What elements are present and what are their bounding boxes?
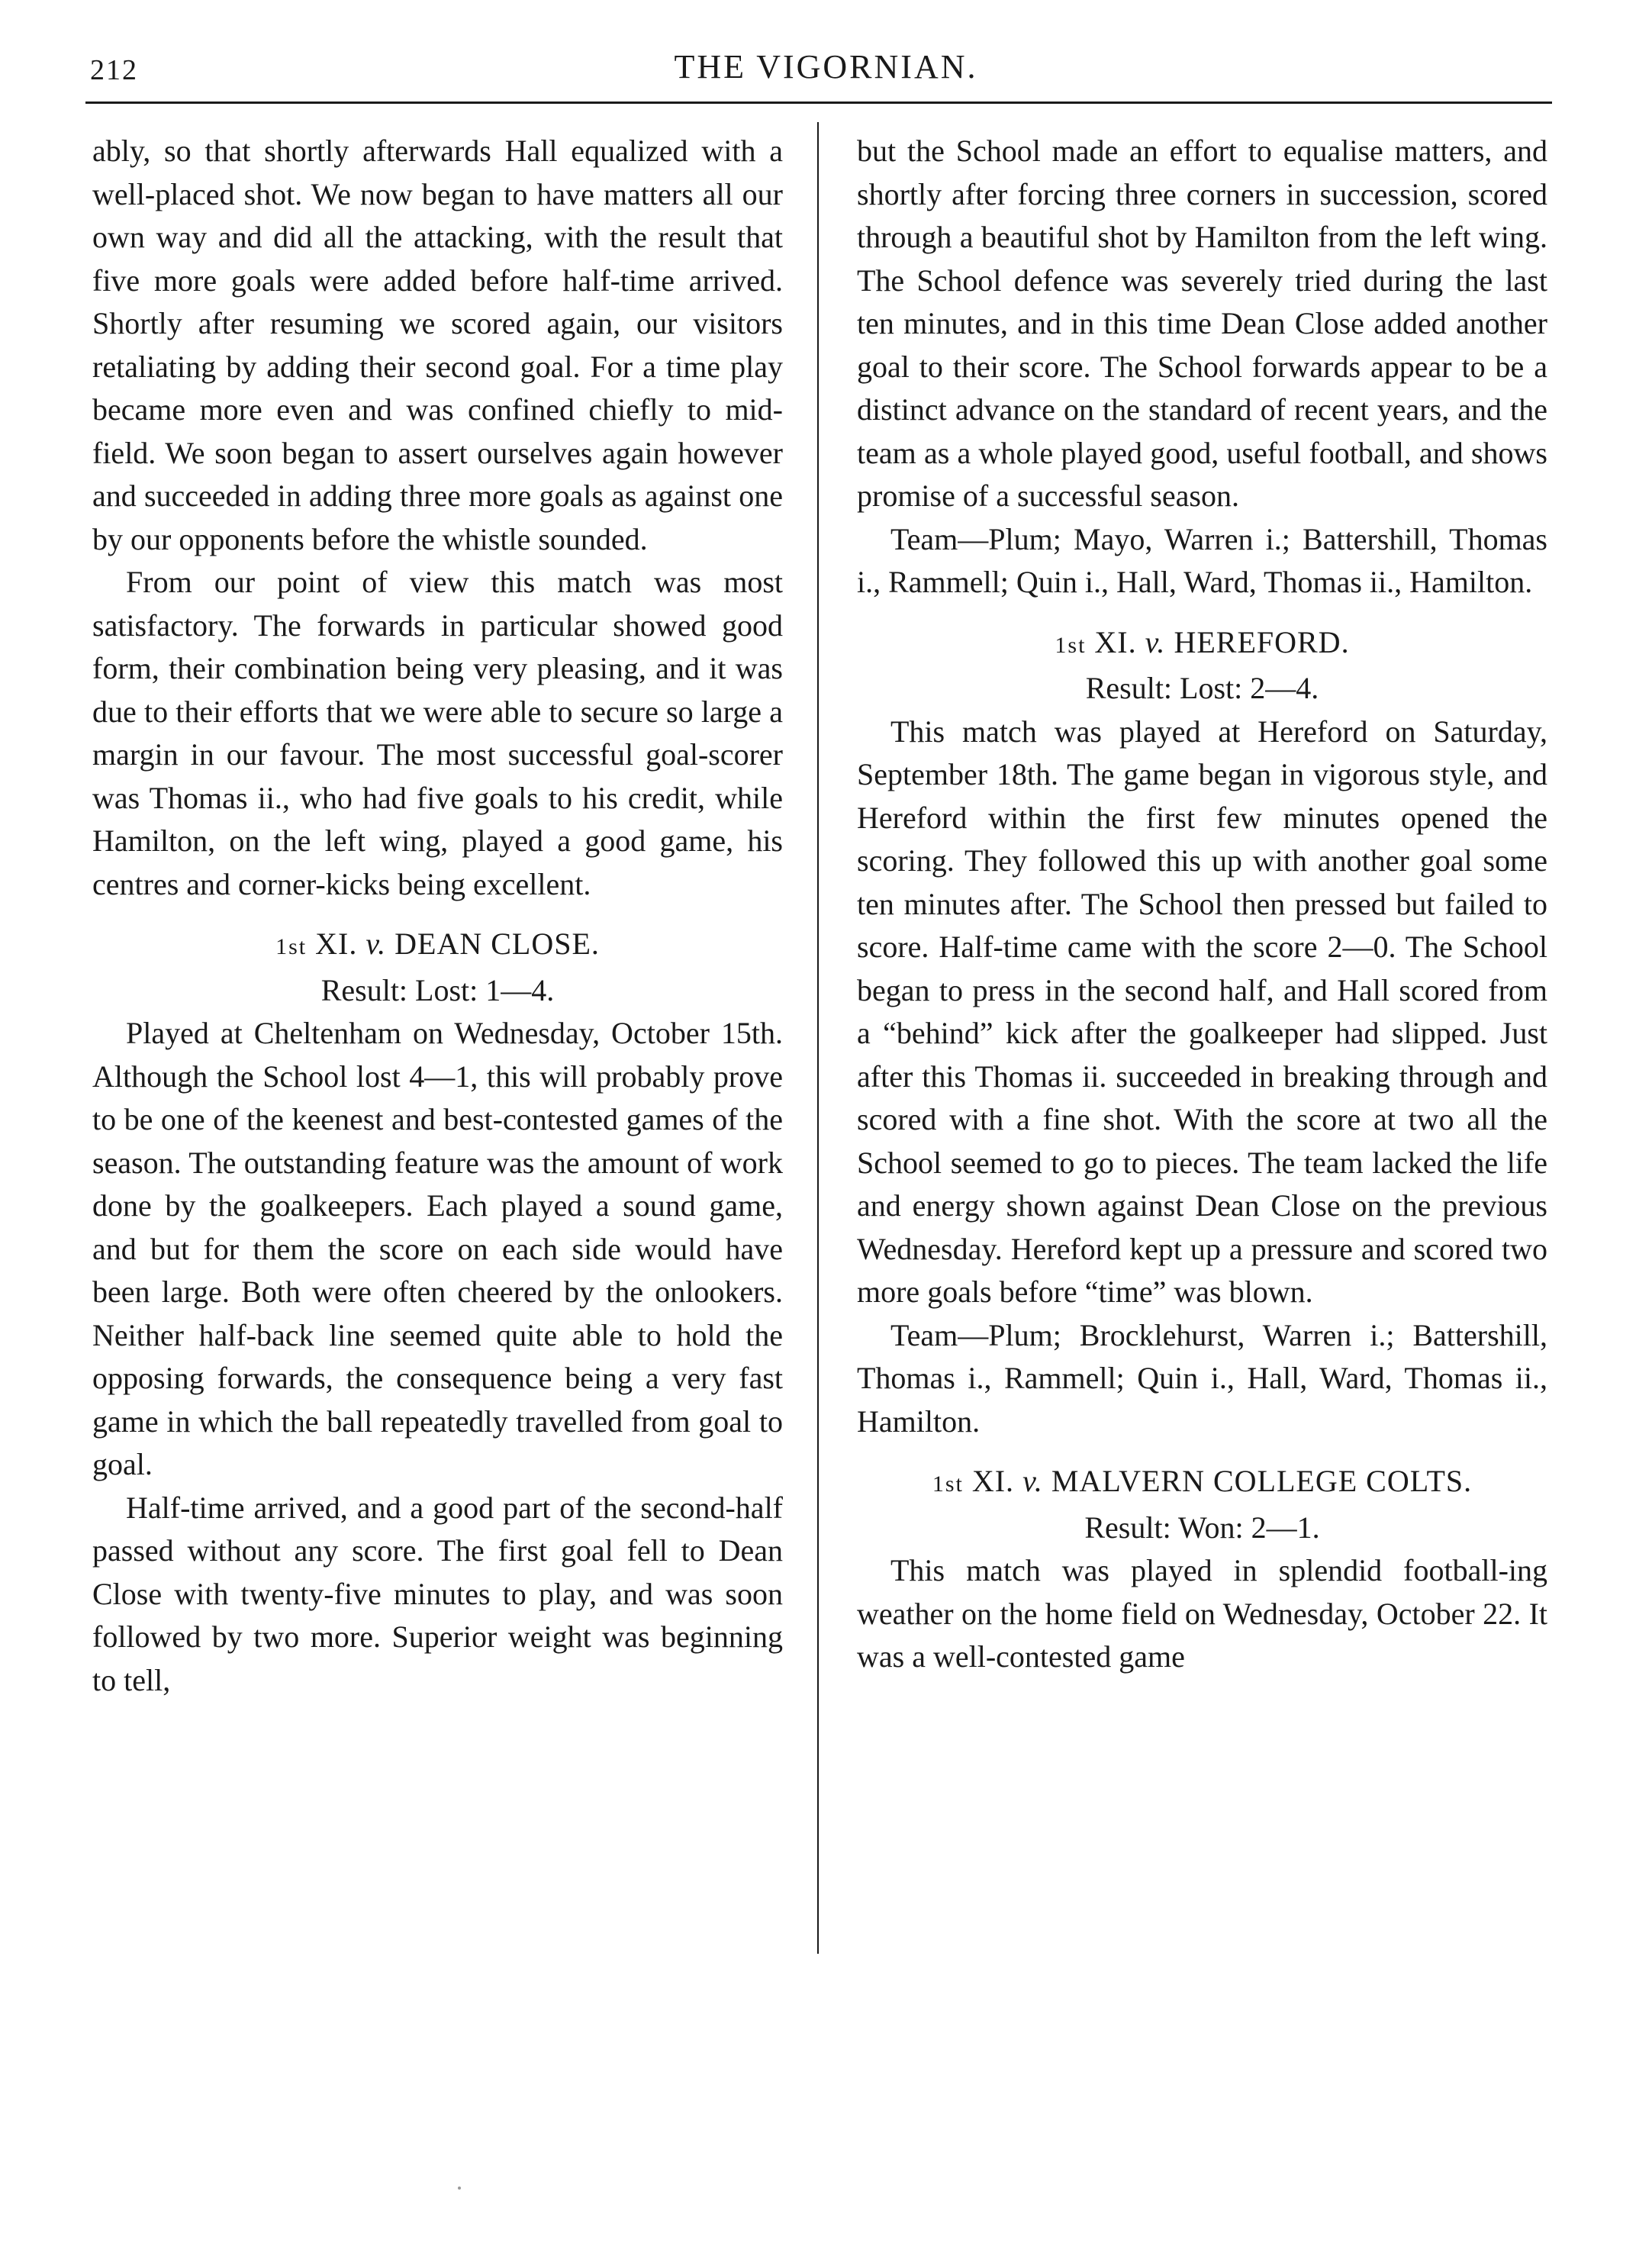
heading-team: XI. <box>1094 624 1137 659</box>
heading-ordinal: 1st <box>275 934 308 959</box>
page-number: 212 <box>90 54 138 86</box>
section-heading-hereford <box>857 621 1547 668</box>
paragraph: Played at Cheltenham on Wednesday, October 15th. Although the School lost 4—1, this will probably prove to be one of the keenest and best-contested games of the season. The outstanding feature was the amount of work done by the goalkeepers. Each played a sound game, and but for them the score on each side would have been large. Both were often cheered by the onlookers. Neither half-back line seemed quite able to hold the opposing forwards, the consequence being a very fast game in which the ball repeatedly travelled from goal to goal. <box>92 1016 783 1481</box>
match-result: Result: Won: 2—1. <box>1084 1510 1320 1545</box>
team-lineup: Team—Plum; Mayo, Warren i.; Battershill, Thomas i., Rammell; Quin i., Hall, Ward, Thomas ii., Hamilton. <box>857 521 1547 599</box>
heading-versus: v. <box>1145 624 1166 659</box>
heading-opponent: DEAN CLOSE. <box>394 927 600 961</box>
heading-opponent: HEREFORD. <box>1174 624 1350 659</box>
paragraph-continued: but the School made an effort to equalise matters, and shortly after forcing three corners in succession, scored through a beautiful shot by Hamilton from the left wing. The School defence was severely tried during the last ten minutes, and in this time Dean Close added another goal to their score. The School forwards appear to be a distinct advance on the standard of recent years, and the team as a whole played good, useful football, and shows promise of a successful season. <box>857 134 1547 513</box>
heading-versus: v. <box>366 927 387 961</box>
heading-team: XI. <box>315 927 358 961</box>
column-divider <box>817 122 819 1954</box>
header-rule <box>85 102 1552 104</box>
paragraph: This match was played in splendid football-ing weather on the home field on Wednesday, October 22. It was a well-contested game <box>857 1553 1547 1674</box>
heading-versus: v. <box>1022 1464 1043 1498</box>
heading-ordinal: 1st <box>1055 632 1087 658</box>
section-heading-malvern <box>857 1460 1547 1507</box>
paragraph: From our point of view this match was most satisfactory. The forwards in particular showed good form, their combination being very pleasing, and it was due to their efforts that we were able to secure so large a margin in our favour. The most successful goal-scorer was Thomas ii., who had five goals to his credit, while Hamilton, on the left wing, played a good game, his centres and corner-kicks being excellent. <box>92 565 783 901</box>
left-column <box>92 130 783 1702</box>
paragraph-continued: ably, so that shortly afterwards Hall equalized with a well-placed shot. We now began to have matters all our own way and did all the attacking, with the result that five more goals were added before half-time arrived. Shortly after resuming we scored again, our visitors retaliating by adding their second goal. For a time play became more even and was confined chiefly to mid-field. We soon began to assert ourselves again however and succeeded in adding three more goals as against one by our opponents before the whistle sounded. <box>92 134 783 556</box>
heading-team: XI. <box>971 1464 1015 1498</box>
paper-speck <box>458 2187 461 2190</box>
team-lineup: Team—Plum; Brocklehurst, Warren i.; Battershill, Thomas i., Rammell; Quin i., Hall, Ward, Thomas ii., Hamilton. <box>857 1317 1547 1439</box>
running-title: THE VIGORNIAN. <box>674 48 978 85</box>
heading-opponent: MALVERN COLLEGE COLTS. <box>1051 1464 1473 1498</box>
right-column <box>857 130 1547 1679</box>
section-heading-dean-close <box>92 923 783 969</box>
paragraph: This match was played at Hereford on Saturday, September 18th. The game began in vigorous style, and Hereford within the first few minutes opened the scoring. They followed this up with another goal some ten minutes after. The School then pressed but failed to score. Half-time came with the score 2—0. The School began to press in the second half, and Hall scored from a “behind” kick after the goalkeeper had slipped. Just after this Thomas ii. succeeded in breaking through and scored with a fine shot. With the score at two all the School seemed to go to pieces. The team lacked the life and energy shown against Dean Close on the previous Wednesday. Hereford kept up a pressure and scored two more goals before “time” was blown. <box>857 714 1547 1309</box>
paragraph: Half-time arrived, and a good part of the second-half passed without any score. The first goal fell to Dean Close with twenty-five minutes to play, and was soon followed by two more. Superior weight was beginning to tell, <box>92 1490 783 1697</box>
heading-ordinal: 1st <box>932 1471 964 1497</box>
match-result: Result: Lost: 1—4. <box>320 972 555 1007</box>
match-result: Result: Lost: 2—4. <box>1085 671 1319 705</box>
